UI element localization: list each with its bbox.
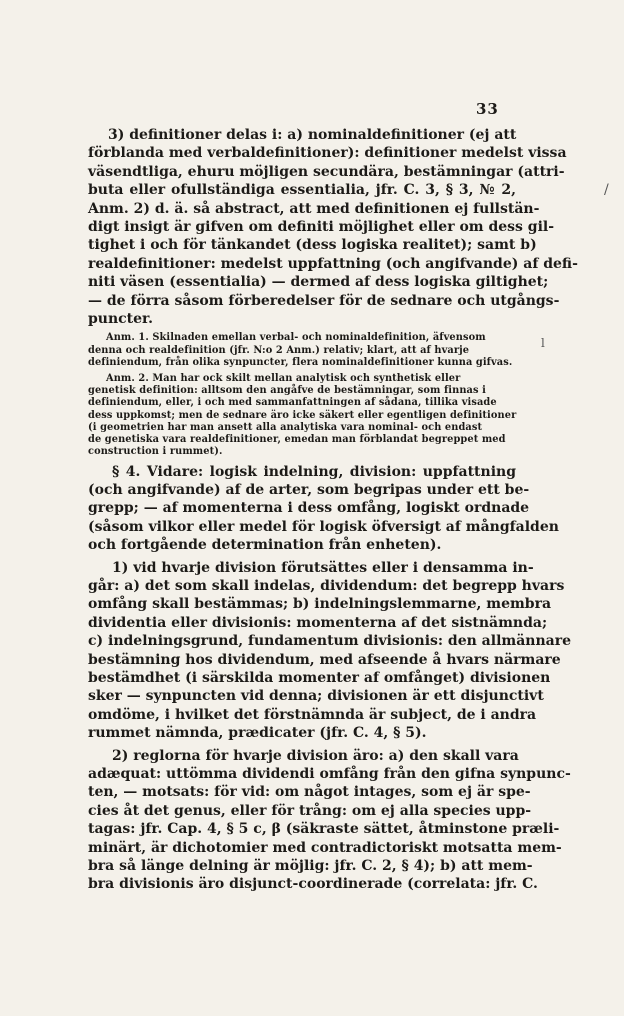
text-line: väsendtliga, ehuru möjligen secundära, bestämningar (attri- [88,163,565,180]
text-line: bestämdhet (i särskilda momenter af omfånget) divisionen [88,669,551,686]
note-line: dess uppkomst; men de sednare äro icke säkert eller egentligen definitioner [88,409,517,421]
text-line: adæquat: uttömma dividendi omfång från den gifna synpunc- [88,766,571,782]
text-line: (och angifvande) af de arter, som begripas under ett be- [88,481,530,498]
text-line: 2) reglorna för hvarje division äro: a) den skall vara [112,747,519,764]
text-line: rummet nämnda, prædicater (jfr. C. 4, § 5). [88,725,427,742]
text-line: omfång skall bestämmas; b) indelningslemmarne, membra [88,596,552,613]
text-line: 1) vid hvarje division förutsättes eller i densamma in- [112,559,534,576]
text-line: tighet i och för tänkandet (dess logiska realitet); samt b) [88,237,537,254]
text-line: § 4. Vidare: logisk indelning, division: uppfattning [112,463,516,480]
text-line: buta eller ofullständiga essentialia, jfr. C. 3, § 3, № 2, [88,182,516,199]
note-line: Anm. 1. Skilnaden emellan verbal- och nominaldefinition, äfvensom [106,332,486,344]
note-anm-1 [88,332,516,369]
text-line: puncter. [88,311,154,328]
item-1-division-parts [88,559,571,743]
note-line: definiendum, från olika synpuncter, flera nominaldefinitioner kunna gifvas. [88,356,513,368]
text-line: dividentia eller divisionis: momenterna af det sistnämnda; [88,614,548,631]
margin-mark-l: l [541,336,545,350]
text-line: cies åt det genus, eller för trång: om ej alla species upp- [88,802,532,819]
text-line: går: a) det som skall indelas, dividendum: det begrepp hvars [88,577,565,594]
text-line: (såsom vilkor eller medel för logisk öfversigt af mångfalden [88,518,559,535]
text-line: bra divisionis äro disjunct-coordinerade (correlata: jfr. C. [88,876,538,893]
text-line: grepp; — af momenterna i dess omfång, logiskt ordnade [88,500,530,517]
text-line: tagas: jfr. Cap. 4, § 5 c, β (säkraste sättet, åtminstone præli- [88,821,560,838]
note-anm-2 [88,373,516,458]
text-line: c) indelningsgrund, fundamentum divisionis: den allmännare [88,633,571,650]
text-line: 3) definitioner delas i: a) nominaldefinitioner (ej att [108,127,517,143]
text-line: bra så länge delning är möjlig: jfr. C. 2, § 4); b) att mem- [88,858,533,875]
margin-mark-slash: / [604,182,609,198]
text-line: Anm. 2) d. ä. så abstract, att med definitionen ej fullstän- [88,200,540,217]
note-line: (i geometrien har man ansett alla analytiska vara nominal- och endast [88,421,483,433]
text-line: realdefinitioner: medelst uppfattning (och angifvande) af defi- [88,255,578,272]
section-4-division [88,463,559,555]
text-line: niti väsen (essentialia) — dermed af dess logiska giltighet; [88,274,549,291]
text-line: — de förra såsom förberedelser för de sednare och utgångs- [88,292,560,309]
note-line: Anm. 2. Man har ock skilt mellan analytisk och synthetisk eller [106,373,461,385]
text-line: digt insigt är gifven om definiti möjlighet eller om dess gil- [88,219,555,236]
text-line: ten, — motsats: för vid: om något intages, som ej är spe- [88,784,531,801]
note-line: definiendum, eller, i och med sammanfattningen af sådana, tillika visade [88,397,497,409]
note-line: de genetiska vara realdefinitioner, emedan man förblandat begreppet med [88,434,506,446]
text-line: förblanda med verbaldefinitioner): definitioner medelst vissa [88,145,567,162]
text-line: minärt, är dichotomier med contradictoriskt motsatta mem- [88,839,562,856]
text-line: och fortgående determination från enheten). [88,537,442,554]
note-line: construction i rummet). [88,446,223,458]
main-text [88,126,578,894]
item-2-division-rules [88,747,571,894]
note-line: genetisk definition: alltsom den angåfve de bestämningar, som finnas i [88,385,486,397]
text-line: sker — synpuncten vid denna; divisionen är ett disjunctivt [88,688,544,705]
text-line: bestämning hos dividendum, med afseende å hvars närmare [88,651,561,668]
text-line: omdöme, i hvilket det förstnämnda är subject, de i andra [88,706,537,723]
page-number: 33 [476,100,499,118]
note-line: denna och realdefinition (jfr. N:o 2 Anm.) relativ; klart, att af hvarje [88,344,470,356]
paragraph-definitions [88,126,578,328]
